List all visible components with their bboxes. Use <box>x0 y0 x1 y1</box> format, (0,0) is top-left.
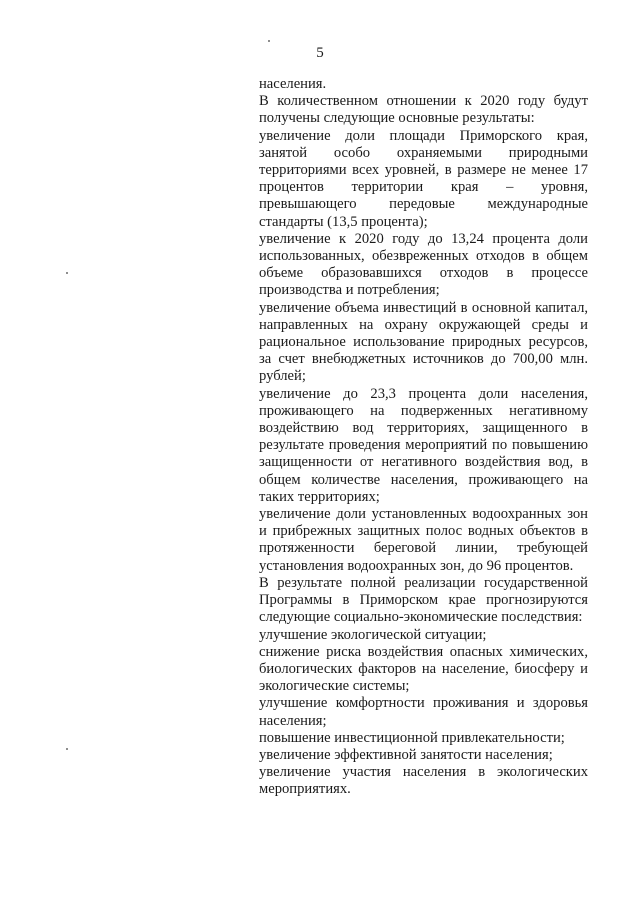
scan-speck <box>66 272 68 274</box>
list-item: повышение инвестиционной привлекательности; <box>259 729 565 746</box>
list-item: увеличение доли площади Приморского края, занятой особо охраняемыми природными территориями всех уровней, в размере не менее 17 процентов территории края – уровня, превышающего передовые международные стандарты (13,5 процента); <box>259 127 588 230</box>
body-text <box>259 76 588 799</box>
scan-speck <box>268 40 270 42</box>
paragraph: В количественном отношении к 2020 году будут получены следующие основные результаты: <box>259 93 588 127</box>
paragraph: населения. <box>259 76 327 92</box>
list-item: увеличение к 2020 году до 13,24 процента доли использованных, обезвреженных отходов в общем объеме образовавшихся отходов в процессе производства и потребления; <box>259 230 588 299</box>
paragraph: В результате полной реализации государственной Программы в Приморском крае прогнозируются следующие социально-экономические последствия: <box>259 574 588 626</box>
scan-speck <box>66 748 68 750</box>
list-item: увеличение доли установленных водоохранных зон и прибрежных защитных полос водных объектов в протяженности береговой линии, требующей установления водоохранных зон, до 96 процентов. <box>259 506 588 574</box>
list-item: улучшение комфортности проживания и здоровья населения; <box>259 695 588 729</box>
list-item: увеличение до 23,3 процента доли населения, проживающего на подверженных негативному воздействию вод территориях, защищенного в результате проведения мероприятий по повышению защищенности от негативного воздействия вод, в общем количестве населения, проживающего на таких территориях; <box>259 385 588 505</box>
list-item: увеличение участия населения в экологических мероприятиях. <box>259 764 588 798</box>
list-item: снижение риска воздействия опасных химических, биологических факторов на население, биосферу и экологические системы; <box>259 643 588 695</box>
list-item: улучшение экологической ситуации; <box>259 626 487 643</box>
list-item: увеличение эффективной занятости населения; <box>259 746 553 763</box>
list-item: увеличение объема инвестиций в основной капитал, направленных на охрану окружающей среды и рациональное использование природных ресурсов, за счет внебюджетных источников до 700,00 млн. рублей; <box>259 299 588 385</box>
page-number: 5 <box>316 45 324 61</box>
